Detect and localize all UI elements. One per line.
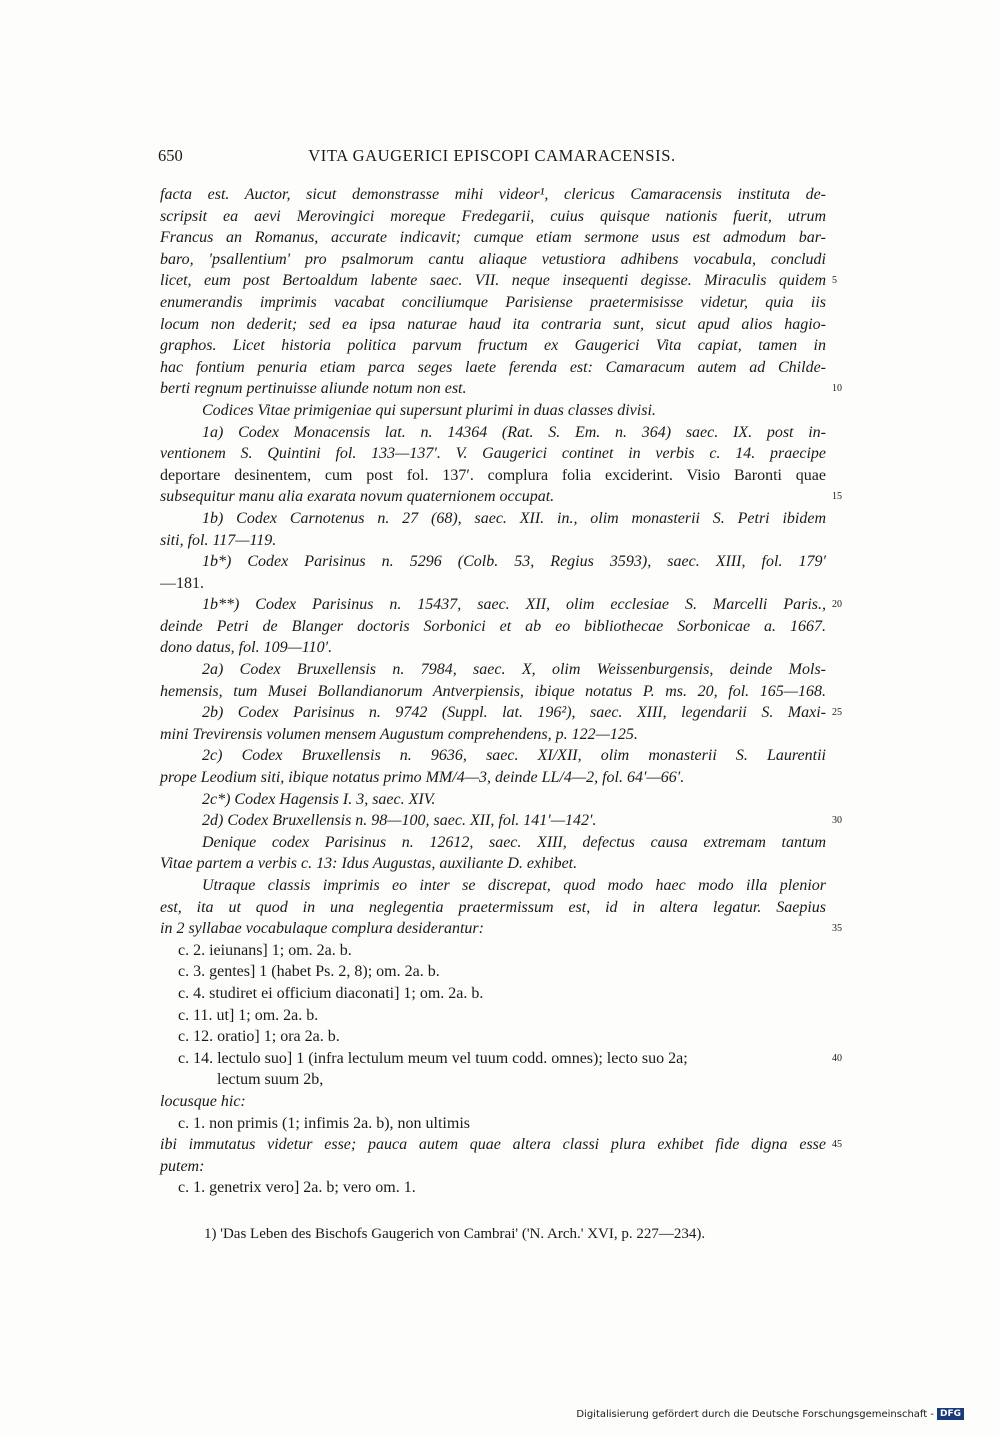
text-line: facta est. Auctor, sicut demonstrasse mihi videor¹, clericus Camaracensis instituta de- [160,186,826,203]
page-number: 650 [158,146,183,165]
text-line: c. 1. non primis (1; infimis 2a. b), non ultimis [178,1114,470,1132]
text-line: subsequitur manu alia exarata novum quaternionem occupat. [160,488,555,506]
text-line: 2a) Codex Bruxellensis n. 7984, saec. X, olim Weissenburgensis, deinde Mols- [202,661,826,679]
text-line: dono datus, fol. 109—110′. [160,639,333,657]
text-line: berti regnum pertinuisse aliunde notum non est. [160,380,467,398]
text-line: 2d) Codex Bruxellensis n. 98—100, saec. XII, fol. 141′—142′. [202,812,597,830]
text-line: —181. [160,574,204,592]
text-line: ventionem S. Quintini fol. 133—137′. V. Gaugerici continet in verbis c. 14. praecipe [160,445,826,463]
text-line: ibi immutatus videtur esse; pauca autem quae altera classi plura exhibet fide digna esse [160,1136,826,1154]
text-line: in 2 syllabae vocabulaque complura desiderantur: [160,920,484,938]
margin-line-number: 15 [832,491,842,503]
text-line: c. 14. lectulo suo] 1 (infra lectulum meum vel tuum codd. omnes); lecto suo 2a; [178,1049,688,1067]
dfg-logo: DFG [937,1408,964,1420]
text-line: locum non dederit; sed ea ipsa naturae haud ita contraria sunt, sicut apud alios hagio- [160,315,826,333]
text-line: deportare desinentem, cum post fol. 137′. complura folia exciderint. Visio Baronti quae [160,466,826,484]
footnote: 1) 'Das Leben des Bischofs Gaugerich von Cambrai' ('N. Arch.' XVI, p. 227—234). [204,1226,706,1242]
text-line: c. 1. genetrix vero] 2a. b; vero om. 1. [178,1179,416,1197]
text-line: graphos. Licet historia politica parvum fructum ex Gaugerici Vita capiat, tamen in [160,337,826,355]
text-line: 1b*) Codex Parisinus n. 5296 (Colb. 53, Regius 3593), saec. XIII, fol. 179′ [202,553,826,571]
text-line: c. 4. studiret ei officium diaconati] 1; om. 2a. b. [178,984,484,1002]
text-line: c. 3. gentes] 1 (habet Ps. 2, 8); om. 2a. b. [178,963,440,981]
text-line: locusque hic: [160,1092,246,1110]
text-line: 2c*) Codex Hagensis I. 3, saec. XIV. [202,790,436,808]
text-line: Vitae partem a verbis c. 13: Idus Augustas, auxiliante D. exhibet. [160,855,578,873]
text-line: 2b) Codex Parisinus n. 9742 (Suppl. lat. 196²), saec. XIII, legendarii S. Maxi- [202,704,826,722]
text-line: 1a) Codex Monacensis lat. n. 14364 (Rat. S. Em. n. 364) saec. IX. post in- [202,423,826,441]
text-line: 1b) Codex Carnotenus n. 27 (68), saec. XII. in., olim monasterii S. Petri ibidem [202,509,826,527]
text-line: c. 12. oratio] 1; ora 2a. b. [178,1028,340,1046]
text-line: hemensis, tum Musei Bollandianorum Antverpiensis, ibique notatus P. ms. 20, fol. 165—168. [160,682,826,700]
text-line: enumerandis imprimis vacabat conciliumque Parisiense praetermisisse videtur, quia iis [160,293,826,311]
text-line: 2c) Codex Bruxellensis n. 9636, saec. XI/XII, olim monasterii S. Laurentii [202,747,826,765]
credit-text: Digitalisierung gefördert durch die Deutsche Forschungsgemeinschaft - [576,1408,934,1420]
text-line: c. 2. ieiunans] 1; om. 2a. b. [178,941,352,959]
text-line: mini Trevirensis volumen mensem Augustum comprehendens, p. 122—125. [160,725,638,743]
margin-line-number: 25 [832,707,842,719]
text-line: 1b**) Codex Parisinus n. 15437, saec. XII, olim ecclesiae S. Marcelli Paris., [202,596,826,614]
margin-line-number: 35 [832,923,842,935]
body-text [160,184,826,1199]
digitization-credit [576,1408,964,1420]
margin-line-number: 10 [832,383,842,395]
text-line: est, ita ut quod in una neglegentia praetermissum est, id in altera legatur. Saepius [160,898,826,916]
text-line: licet, eum post Bertoaldum labente saec. VII. neque insequenti degisse. Miraculis quidem [160,272,826,290]
text-line: Denique codex Parisinus n. 12612, saec. XIII, defectus causa extremam tantum [202,833,826,851]
text-line: putem: [160,1157,205,1175]
text-line: Utraque classis imprimis eo inter se discrepat, quod modo haec modo illa plenior [202,877,826,894]
text-line: prope Leodium siti, ibique notatus primo MM/4—3, deinde LL/4—2, fol. 64′—66′. [160,769,685,787]
margin-line-number: 45 [832,1139,842,1151]
text-line: baro, 'psallentium' pro psalmorum cantu aliaque vetustiora adhibens vocabula, concludi [160,250,826,268]
margin-line-number: 40 [832,1053,842,1064]
running-title: VITA GAUGERICI EPISCOPI CAMARACENSIS. [308,146,676,165]
text-line: siti, fol. 117—119. [160,531,277,549]
margin-line-number: 30 [832,815,842,827]
text-line: hac fontium penuria etiam parca seges laete ferenda est: Camaracum autem ad Childe- [160,358,826,376]
text-line: scripsit ea aevi Merovingici moreque Fredegarii, cuius quisque nationis fuerit, utrum [160,207,826,225]
text-line: Francus an Romanus, accurate indicavit; cumque etiam sermone usus est admodum bar- [160,229,826,247]
text-line: deinde Petri de Blanger doctoris Sorbonici et ab eo bibliothecae Sorbonicae a. 1667. [160,617,826,635]
text-line: Codices Vitae primigeniae qui supersunt plurimi in duas classes divisi. [202,401,656,419]
margin-line-number: 5 [832,275,837,287]
text-line: c. 11. ut] 1; om. 2a. b. [178,1006,319,1024]
margin-line-number: 20 [832,599,842,611]
text-line: lectum suum 2b, [217,1071,324,1089]
